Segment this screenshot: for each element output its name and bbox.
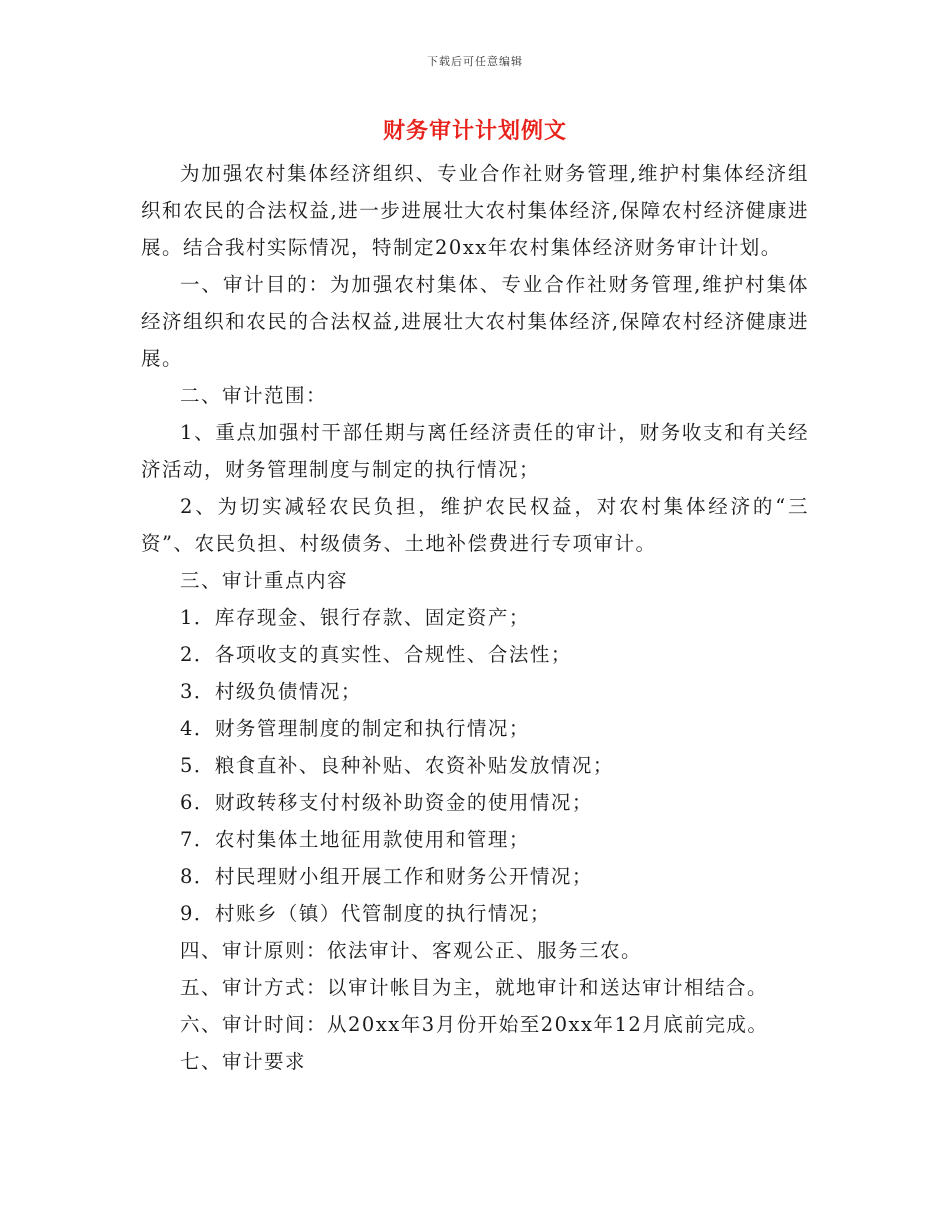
key-content-item: 1．库存现金、银行存款、固定资产；: [180, 606, 530, 629]
section-audit-method: 五、审计方式：以审计帐目为主，就地审计和送达审计相结合。: [180, 976, 769, 999]
key-content-item: 2．各项收支的真实性、合规性、合法性；: [180, 643, 572, 666]
section-audit-requirements-heading: 七、审计要求: [180, 1050, 307, 1073]
section-audit-time: 六、审计时间：从20xx年3月份开始至20xx年12月底前完成。: [180, 1013, 769, 1036]
scope-item: 1、重点加强村干部任期与离任经济责任的审计，财务收支和有关经济活动，财务管理制度与制定的执行情况；: [141, 421, 809, 481]
key-content-item: 8．村民理财小组开展工作和财务公开情况；: [180, 865, 593, 888]
intro-paragraph: 为加强农村集体经济组织、专业合作社财务管理,维护村集体经济组织和农民的合法权益,进一步进展壮大农村集体经济,保障农村经济健康进展。结合我村实际情况，特制定20xx年农村集体经济财务审计计划。: [141, 162, 809, 259]
page-header-note: 下载后可任意编辑: [427, 55, 523, 68]
section-audit-principles: 四、审计原则：依法审计、客观公正、服务三农。: [180, 939, 643, 962]
key-content-item: 3．村级负债情况；: [180, 680, 362, 703]
document-body: [141, 155, 809, 1080]
section-audit-purpose: 一、审计目的：为加强农村集体、专业合作社财务管理,维护村集体经济组织和农民的合法权益,进展壮大农村集体经济,保障农村经济健康进展。: [141, 273, 809, 370]
key-content-item: 9．村账乡（镇）代管制度的执行情况；: [180, 902, 551, 925]
key-content-item: 6．财政转移支付村级补助资金的使用情况；: [180, 791, 593, 814]
section-key-content-heading: 三、审计重点内容: [180, 569, 349, 592]
key-content-item: 5．粮食直补、良种补贴、农资补贴发放情况；: [180, 754, 614, 777]
key-content-item: 7．农村集体土地征用款使用和管理；: [180, 828, 530, 851]
key-content-item: 4．财务管理制度的制定和执行情况；: [180, 717, 530, 740]
document-title: 财务审计计划例文: [382, 118, 567, 144]
section-audit-scope-heading: 二、审计范围：: [180, 384, 328, 407]
scope-item: 2、为切实减轻农民负担，维护农民权益，对农村集体经济的“三资”、农民负担、村级债务、土地补偿费进行专项审计。: [141, 495, 809, 555]
